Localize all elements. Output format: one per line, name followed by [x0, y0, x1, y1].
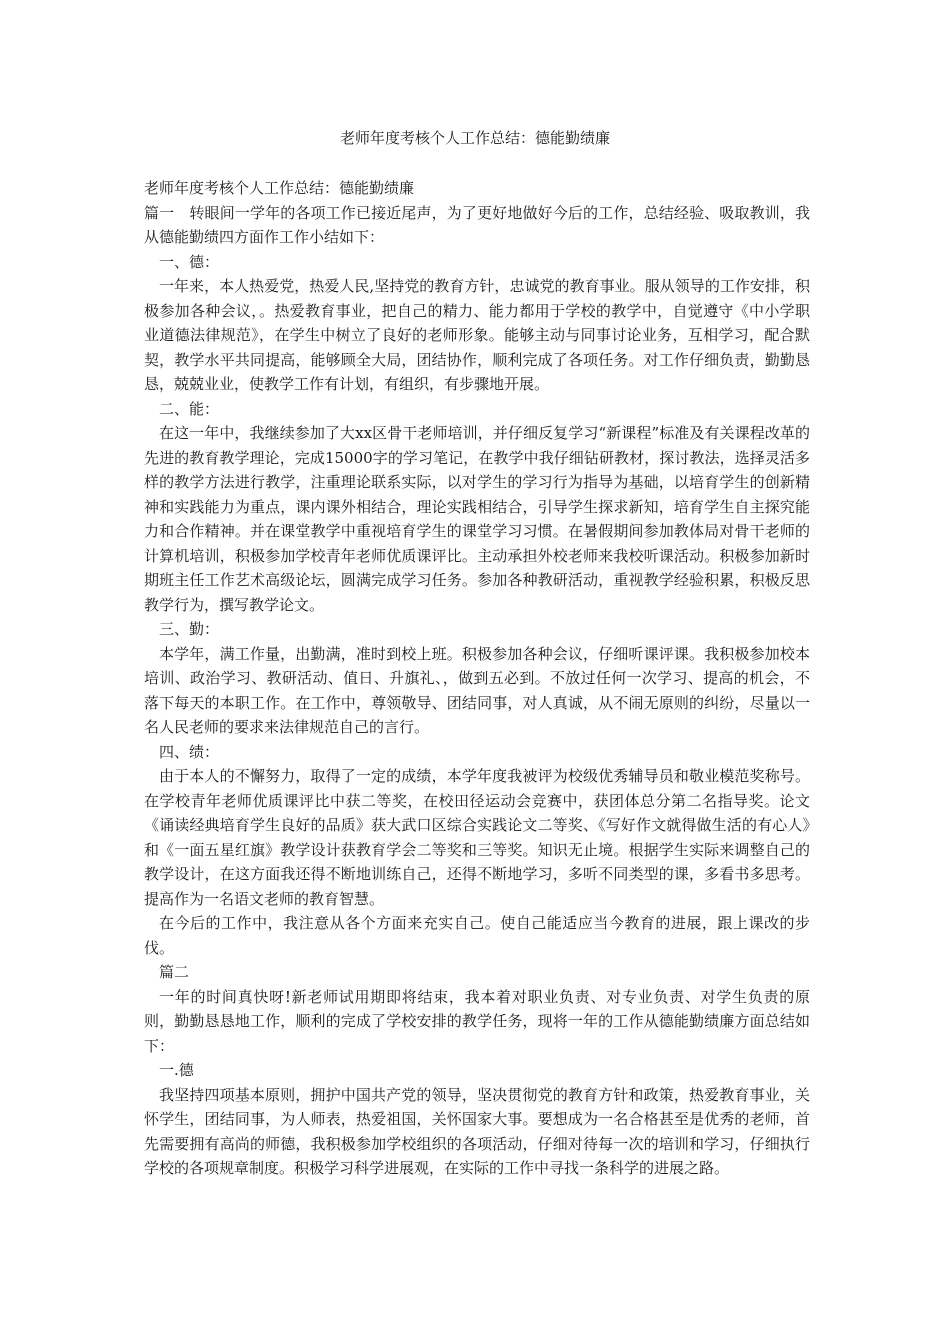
part-one-intro-paragraph: 篇一 转眼间一学年的各项工作已接近尾声，为了更好地做好今后的工作，总结经验、吸取教训，我从德能勤绩四方面作工作小结如下：	[144, 203, 810, 246]
body-paragraph-neng: 在这一年中，我继续参加了大xx区骨干老师培训，并仔细反复学习“新课程”标准及有关课程改革的先进的教育教学理论，完成15000字的学习笔记，在教学中我仔细钻研教材，探讨教法，选择灵活多样的教学方法进行教学，注重理论联系实际，以对学生的学习行为指导为基础，以培育学生的创新精神和实践能力为重点，课内课外相结合，理论实践相结合，引导学生探求新知，培育学生自主探究能力和合作精神。并在课堂教学中重视培育学生的课堂学习习惯。在暑假期间参加教体局对骨干老师的计算机培训，积极参加学校青年老师优质课评比。主动承担外校老师来我校听课活动。积极参加新时期班主任工作艺术高级论坛，圆满完成学习任务。参加各种教研活动，重视教学经验积累，积极反思教学行为，撰写教学论文。	[144, 424, 810, 614]
part-two-section-heading-de: 一.德	[159, 1061, 194, 1079]
section-heading-de: 一、德：	[159, 252, 220, 271]
section-heading-ji: 四、绩：	[159, 742, 220, 761]
part-two-heading: 篇二	[159, 963, 190, 981]
document-title: 老师年度考核个人工作总结：德能勤绩廉	[339, 129, 610, 147]
body-paragraph-ji: 由于本人的不懈努力，取得了一定的成绩，本学年度我被评为校级优秀辅导员和敬业模范奖称号。在学校青年老师优质课评比中获二等奖，在校田径运动会竞赛中，获团体总分第二名指导奖。论文《诵读经典培育学生良好的品质》获大武口区综合实践论文二等奖、《写好作文就得做生活的有心人》和《一面五星红旗》教学设计获教育学会二等奖和三等奖。知识无止境。根据学生实际来调整自己的教学设计，在这方面我还得不断地训练自己，还得不断地学习，多听不同类型的课，多看书多思考。提高作为一名语文老师的教育智慧。	[144, 767, 810, 908]
section-heading-qin: 三、勤：	[159, 620, 220, 638]
document-body	[144, 176, 810, 1181]
subtitle-paragraph: 老师年度考核个人工作总结：德能勤绩廉	[144, 179, 415, 197]
section-heading-neng: 二、能：	[159, 399, 220, 418]
body-paragraph-conclusion: 在今后的工作中，我注意从各个方面来充实自己。使自己能适应当今教育的进展，跟上课改的步伐。	[144, 914, 810, 957]
part-two-intro-paragraph: 一年的时间真快呀!新老师试用期即将结束，我本着对职业负责、对专业负责、对学生负责的原则，勤勤恳恳地工作，顺利的完成了学校安排的教学任务，现将一年的工作从德能勤绩廉方面总结如下：	[144, 987, 810, 1055]
part-two-body-paragraph-de: 我坚持四项基本原则，拥护中国共产党的领导，坚决贯彻党的教育方针和政策，热爱教育事业，关怀学生，团结同事，为人师表，热爱祖国，关怀国家大事。要想成为一名合格甚至是优秀的老师，首先需要拥有高尚的师德，我积极参加学校组织的各项活动，仔细对待每一次的培训和学习，仔细执行学校的各项规章制度。积极学习科学进展观，在实际的工作中寻找一条科学的进展之路。	[144, 1085, 810, 1177]
body-paragraph-de: 一年来，本人热爱党，热爱人民,坚持党的教育方针，忠诚党的教育事业。服从领导的工作安排，积极参加各种会议，。热爱教育事业，把自己的精力、能力都用于学校的教学中，自觉遵守《中小学职业道德法律规范》，在学生中树立了良好的老师形象。能够主动与同事讨论业务，互相学习，配合默契，教学水平共同提高，能够顾全大局，团结协作，顺利完成了各项任务。对工作仔细负责，勤勤恳恳，兢兢业业，使教学工作有计划，有组织，有步骤地开展。	[144, 277, 810, 393]
body-paragraph-qin: 本学年，满工作量，出勤满，准时到校上班。积极参加各种会议，仔细听课评课。我积极参加校本培训、政治学习、教研活动、值日、升旗礼、，做到五必到。不放过任何一次学习、提高的机会，不落下每天的本职工作。在工作中，尊领敬导、团结同事，对人真诚，从不闹无原则的纠纷，尽量以一名人民老师的要求来法律规范自己的言行。	[144, 644, 810, 736]
